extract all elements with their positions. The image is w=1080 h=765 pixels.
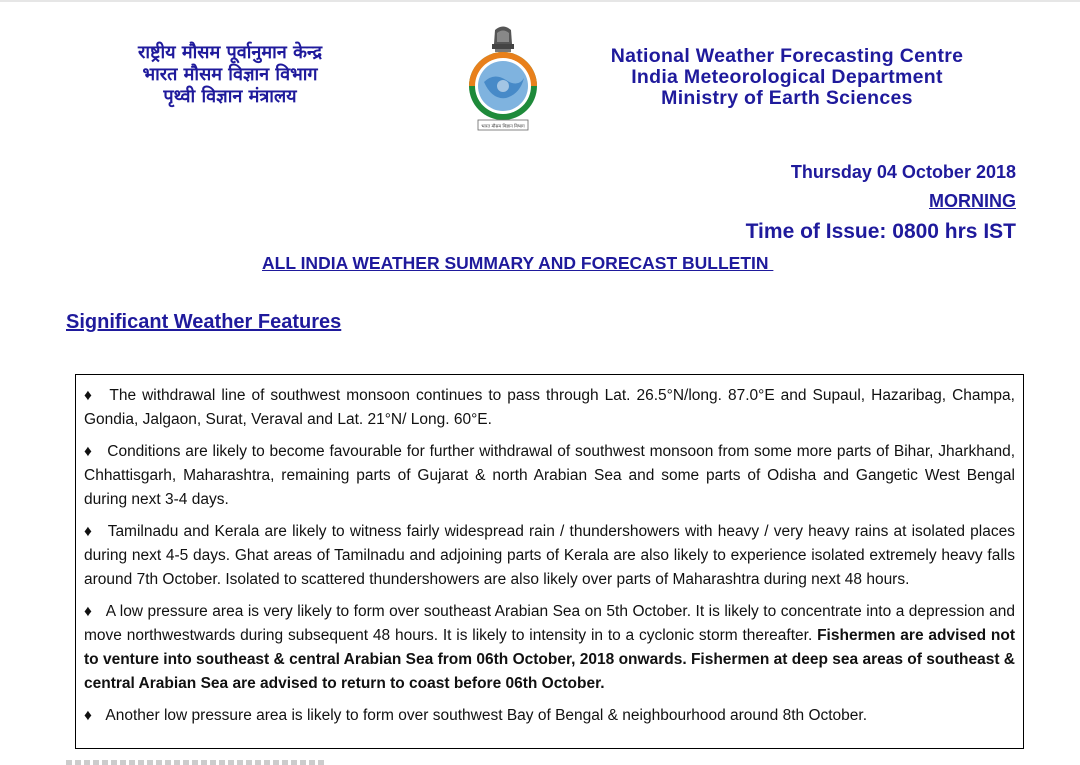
diamond-bullet-icon: ♦ <box>84 443 93 460</box>
feature-text: The withdrawal line of southwest monsoon continues to pass through Lat. 26.5°N/long. 87.0°E and Supaul, Hazaribag, Champa, Gondia, Jalgaon, Surat, Veraval and Lat. 21°N/ Long. 60°E. <box>84 387 1015 428</box>
bulletin-title: ALL INDIA WEATHER SUMMARY AND FORECAST BULLETIN <box>262 253 774 273</box>
lion-capital-icon <box>492 27 514 53</box>
logo-caption: भारत मौसम विज्ञान विभाग <box>481 124 525 130</box>
imd-emblem-logo <box>462 24 544 134</box>
feature-item <box>84 704 1015 728</box>
feature-item <box>84 600 1015 696</box>
feature-item <box>84 384 1015 432</box>
hindi-line-2: भारत मौसम विज्ञान विभाग <box>142 64 318 85</box>
feature-text: A low pressure area is very likely to form over southeast Arabian Sea on 5th October. It is likely to concentrate into a depression and move northwestwards during subsequent 48 hours. It is likely to intensity in to a cyclonic storm thereafter. <box>84 603 1015 644</box>
english-line-3: Ministry of Earth Sciences <box>661 87 913 109</box>
feature-item <box>84 520 1015 592</box>
header-english <box>562 46 1012 109</box>
fishermen-warning: Fishermen are advised not to venture into southeast & central Arabian Sea from 06th October, 2018 onwards. Fishermen at deep sea areas of southeast & central Arabian Sea are advised to return to coast before 06th October. <box>84 627 1015 692</box>
section-title: Significant Weather Features <box>66 311 342 333</box>
hindi-line-1: राष्ट्रीय मौसम पूर्वानुमान केन्द्र <box>137 42 323 63</box>
english-line-2: India Meteorological Department <box>631 66 943 88</box>
english-line-1: National Weather Forecasting Centre <box>610 45 964 67</box>
bulletin-session: MORNING <box>929 191 1016 211</box>
feature-text: Another low pressure area is likely to form over southwest Bay of Bengal & neighbourhood around 8th October. <box>105 707 868 724</box>
diamond-bullet-icon: ♦ <box>84 387 94 404</box>
cut-off-text-hint <box>66 760 326 765</box>
feature-text: Conditions are likely to become favourable for further withdrawal of southwest monsoon from some more parts of Bihar, Jharkhand, Chhattisgarh, Maharashtra, remaining parts of Gujarat & north Arabian Sea and some parts of Odisha and Gangetic West Bengal during next 3-4 days. <box>84 443 1015 508</box>
feature-item <box>84 440 1015 512</box>
diamond-bullet-icon: ♦ <box>84 707 92 724</box>
issue-time: Time of Issue: 0800 hrs IST <box>745 220 1016 243</box>
feature-text: Tamilnadu and Kerala are likely to witness fairly widespread rain / thundershowers with heavy / very heavy rains at isolated places during next 4-5 days. Ghat areas of Tamilnadu and adjoining parts of Kerala are also likely to experience isolated extremely heavy falls around 7th October. Isolated to scattered thundershowers are also likely over parts of Maharashtra during next 48 hours. <box>84 523 1015 588</box>
top-edge <box>0 0 1080 2</box>
badge-circle <box>469 52 537 120</box>
hindi-line-3: पृथ्वी विज्ञान मंत्रालय <box>163 86 297 107</box>
bulletin-date: Thursday 04 October 2018 <box>790 162 1016 182</box>
features-box <box>75 374 1024 749</box>
header-hindi <box>95 42 365 108</box>
diamond-bullet-icon: ♦ <box>84 603 93 620</box>
diamond-bullet-icon: ♦ <box>84 523 93 540</box>
